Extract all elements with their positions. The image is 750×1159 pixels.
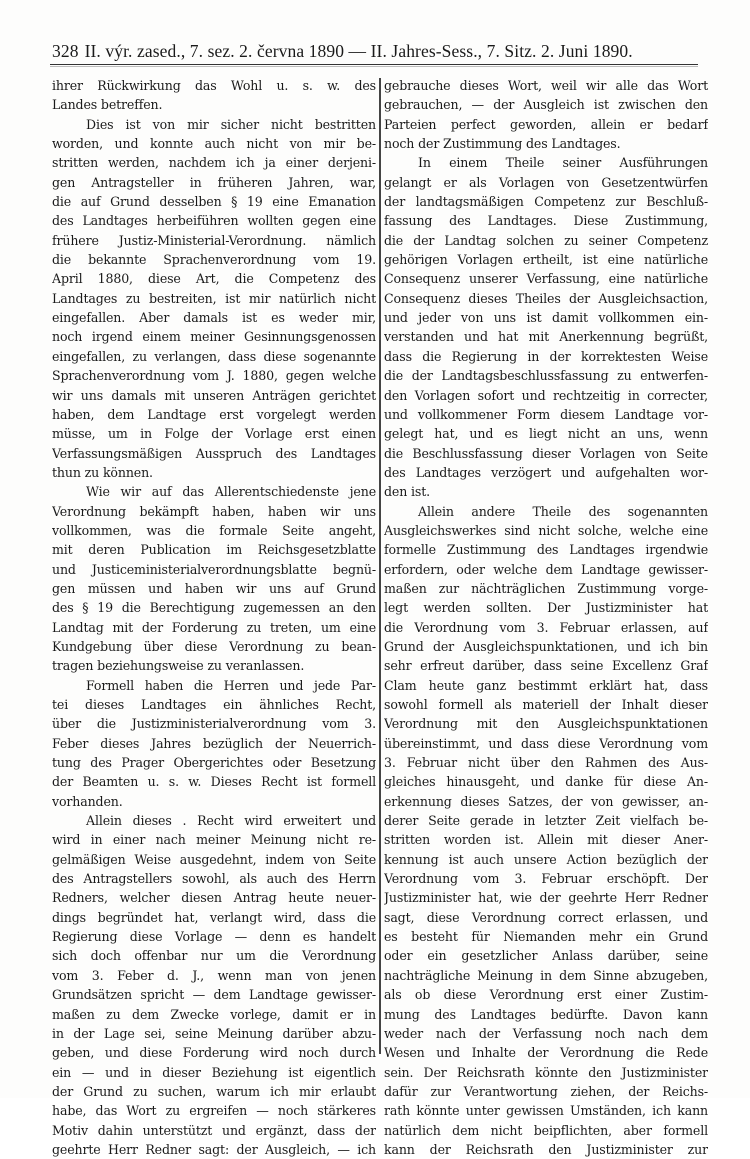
- left-column-text-line: gen Antragsteller in früheren Jahren, war,: [52, 174, 376, 190]
- left-column-text-line: der Grund zu suchen, warum ich mir erlaubt: [52, 1083, 376, 1099]
- left-column-text-line: gen müssen und haben wir uns auf Grund: [52, 580, 376, 596]
- left-column-text-line: maßen zu dem Zwecke vorlege, damit er in: [52, 1006, 376, 1022]
- left-column-text-line: die bekannte Sprachenverordnung vom 19.: [52, 252, 376, 268]
- left-column-text-line: Kundgebung über diese Verordnung zu bean-: [52, 638, 376, 654]
- left-column-text-line: geehrte Herr Redner sagt: der Ausgleich, — ich: [52, 1141, 376, 1157]
- right-column-text-line: Justizminister hat, wie der geehrte Herr Redner: [384, 890, 708, 906]
- right-column-text-line: es besteht für Niemanden mehr ein Grund: [384, 929, 708, 945]
- right-column-text-line: gehörigen Vorlagen ertheilt, ist eine natürliche: [384, 252, 708, 268]
- left-column-text-line: wird in einer nach meiner Meinung nicht re-: [52, 832, 376, 848]
- left-column-text-line: des Antragstellers sowohl, als auch des Herrn: [52, 871, 376, 887]
- left-column-text-line: frühere Justiz-Ministerial-Verordnung. nämlich: [52, 232, 376, 248]
- left-column-text-line: müsse, um in Folge der Vorlage erst einen: [52, 426, 376, 442]
- right-column-text-line: Verordnung vom 3. Februar erschöpft. Der: [384, 871, 708, 887]
- left-column-text-line: und Justiceministerialverordnungsblatte begnü-: [52, 561, 376, 577]
- right-column-text-line: derer Seite gerade in letzter Zeit vielfach be-: [384, 813, 708, 829]
- left-column-text-line: mit deren Publication im Reichsgesetzblatte: [52, 542, 376, 558]
- right-column-text-line: gelegt hat, und es liegt nicht an uns, wenn: [384, 426, 708, 442]
- left-column-text-line: haben, dem Landtage erst vorgelegt werden: [52, 406, 376, 422]
- left-column-text-line: tung des Prager Obergerichtes oder Besetzung: [52, 755, 376, 771]
- column-divider: [379, 78, 381, 1054]
- left-column-text-line: Landes betreffen.: [52, 97, 163, 113]
- left-column-text-line: Motiv dahin unterstützt und ergänzt, dass der: [52, 1122, 376, 1138]
- right-column-text-line: gelangt er als Vorlagen von Gesetzentwürfen: [384, 174, 708, 190]
- right-column-text-line: die Beschlussfassung dieser Vorlagen von Seite: [384, 445, 708, 461]
- left-column-text-line: eingefallen. Aber damals ist es weder mir,: [52, 310, 376, 326]
- right-column-text-line: Ausgleichswerkes sind nicht solche, welche eine: [384, 522, 708, 538]
- right-column-text-line: Verordnung mit den Ausgleichspunktationen: [384, 716, 708, 732]
- left-column-text-line: Wie wir auf das Allerentschiedenste jene: [86, 484, 376, 500]
- right-column-text-line: Wesen und Inhalte der Verordnung die Rede: [384, 1045, 708, 1061]
- header-title: II. výr. zased., 7. sez. 2. června 1890 — II. Jahres-Sess., 7. Sitz. 2. Juni 1890.: [84, 41, 633, 61]
- right-column-text-line: oder ein gesetzlicher Anlass darüber, seine: [384, 948, 708, 964]
- right-column-text-line: In einem Theile seiner Ausführungen: [418, 155, 708, 171]
- left-column-text-line: des § 19 die Berechtigung zugemessen an den: [52, 600, 376, 616]
- left-column-text-line: Redners, welcher diesen Antrag heute neuer-: [52, 890, 376, 906]
- right-column-text-line: gebrauchen, — der Ausgleich ist zwischen den: [384, 97, 708, 113]
- left-column-text-line: die auf Grund desselben § 19 eine Emanation: [52, 194, 376, 210]
- right-column-text-line: formelle Zustimmung des Landtages irgendwie: [384, 542, 708, 558]
- left-column-text-line: vom 3. Feber d. J., wenn man von jenen: [52, 967, 376, 983]
- right-column-text-line: kennung ist auch unsere Action bezüglich der: [384, 851, 708, 867]
- left-column-text-line: Verfassungsmäßigen Ausspruch des Landtages: [52, 445, 376, 461]
- header-rule-secondary: [50, 66, 698, 67]
- right-column-text-line: sehr erfreut darüber, dass seine Excellenz Graf: [384, 658, 708, 674]
- right-column-text-line: stritten worden ist. Allein mit dieser Aner-: [384, 832, 708, 848]
- right-column-text-line: kann der Reichsrath den Justizminister zur: [384, 1141, 708, 1157]
- left-column-text-line: Verordnung bekämpft haben, haben wir uns: [52, 503, 376, 519]
- left-column-text-line: Sprachenverordnung vom J. 1880, gegen welche: [52, 368, 376, 384]
- right-column-text-line: der landtagsmäßigen Competenz zur Beschluß-: [384, 194, 708, 210]
- right-column-text-line: Consequenz dieses Theiles der Ausgleichsaction,: [384, 290, 708, 306]
- left-column-text-line: sich doch offenbar nur um die Verordnung: [52, 948, 376, 964]
- header-rule: [50, 64, 698, 65]
- right-column-text-line: als ob diese Verordnung erst einer Zustim-: [384, 987, 708, 1003]
- left-column-text-line: ihrer Rückwirkung das Wohl u. s. w. des: [52, 78, 376, 93]
- left-column: [52, 76, 376, 1159]
- right-column-text-line: gleiches hinausgeht, und danke für diese An-: [384, 774, 708, 790]
- right-column-text-line: maßen zur nächträglichen Zustimmung vorge-: [384, 580, 708, 596]
- right-column-text-line: sein. Der Reichsrath könnte den Justizminister: [384, 1064, 708, 1080]
- right-column: [384, 76, 708, 1159]
- right-column-text-line: die Verordnung vom 3. Februar erlassen, auf: [384, 619, 708, 635]
- right-column-text-line: Consequenz unserer Verfassung, eine natürliche: [384, 271, 708, 287]
- right-column-text-line: dass die Regierung in der korrektesten Weise: [384, 348, 708, 364]
- left-column-text-line: über die Justizministerialverordnung vom 3.: [52, 716, 376, 732]
- right-column-text-line: nachträgliche Meinung in dem Sinne abzugeben,: [384, 967, 708, 983]
- left-column-text-line: Formell haben die Herren und jede Par-: [86, 677, 376, 693]
- right-column-text-line: mung des Landtages bedürfte. Davon kann: [384, 1006, 708, 1022]
- right-column-text-line: Parteien perfect geworden, allein er bedarf: [384, 116, 708, 132]
- left-column-text-line: geben, und diese Forderung wird noch durch: [52, 1045, 376, 1061]
- left-column-text-line: Landtages zu bestreiten, ist mir natürlich nicht: [52, 290, 376, 306]
- right-column-text-line: Grund der Ausgleichspunktationen, und ich bin: [384, 638, 708, 654]
- left-column-text-line: vollkommen, was die formale Seite angeht,: [52, 522, 376, 538]
- left-column-text-line: dings begründet hat, verlangt wird, dass die: [52, 909, 376, 925]
- right-column-text-line: verstanden und hat mit Anerkennung begrüßt,: [384, 329, 708, 345]
- left-column-text-line: tragen beziehungsweise zu veranlassen.: [52, 658, 305, 674]
- left-column-text-line: ein — und in dieser Beziehung ist eigentlich: [52, 1064, 376, 1080]
- right-column-text-line: gebrauche dieses Wort, weil wir alle das Wort: [384, 78, 708, 93]
- left-column-text-line: eingefallen, zu verlangen, dass diese sogenannte: [52, 348, 376, 364]
- right-column-text-line: und jeder von uns ist damit vollkommen ein-: [384, 310, 708, 326]
- left-column-text-line: thun zu können.: [52, 464, 153, 480]
- right-column-text-line: des Landtages verzögert und aufgehalten wor-: [384, 464, 708, 480]
- running-header: [52, 36, 696, 62]
- left-column-text-line: Allein dieses . Recht wird erweitert und: [86, 813, 376, 829]
- left-column-text-line: April 1880, diese Art, die Competenz des: [52, 271, 376, 287]
- left-column-text-line: worden, und konnte auch nicht von mir be-: [52, 136, 376, 152]
- left-column-text-line: des Landtages herbeiführen wollten gegen eine: [52, 213, 376, 229]
- right-column-text-line: erfordern, oder welche dem Landtage gewisser-: [384, 561, 708, 577]
- left-column-text-line: Landtag mit der Forderung zu treten, um eine: [52, 619, 376, 635]
- left-column-text-line: Regierung diese Vorlage — denn es handelt: [52, 929, 376, 945]
- right-column-text-line: rath könnte unter gewissen Umständen, ich kann: [384, 1103, 708, 1119]
- right-column-text-line: Clam heute ganz bestimmt erklärt hat, dass: [384, 677, 708, 693]
- right-column-text-line: den ist.: [384, 484, 430, 500]
- left-column-text-line: in der Lage sei, seine Meinung darüber abzu-: [52, 1025, 376, 1041]
- right-column-text-line: fassung des Landtages. Diese Zustimmung,: [384, 213, 708, 229]
- left-column-text-line: der Beamten u. s. w. Dieses Recht ist formell: [52, 774, 376, 790]
- page-number: 328: [52, 41, 79, 61]
- left-column-text-line: stritten werden, nachdem ich ja einer derjeni-: [52, 155, 376, 171]
- right-column-text-line: noch der Zustimmung des Landtages.: [384, 136, 621, 152]
- right-column-text-line: dafür zur Verantwortung ziehen, der Reichs-: [384, 1083, 708, 1099]
- right-column-text-line: die der Landtagsbeschlussfassung zu entwerfen-: [384, 368, 708, 384]
- right-column-text-line: übereinstimmt, und dass diese Verordnung vom: [384, 735, 708, 751]
- right-column-text-line: Allein andere Theile des sogenannten: [418, 503, 708, 519]
- right-column-text-line: 3. Februar nicht über den Rahmen des Aus-: [384, 755, 708, 771]
- left-column-text-line: Feber dieses Jahres bezüglich der Neuerrich-: [52, 735, 376, 751]
- right-column-text-line: erkennung dieses Satzes, der von gewisser, an-: [384, 793, 708, 809]
- left-column-text-line: noch irgend einem meiner Gesinnungsgenossen: [52, 329, 376, 345]
- right-column-text-line: die der Landtag solchen zu seiner Competenz: [384, 232, 708, 248]
- left-column-text-line: gelmäßigen Weise ausgedehnt, indem von Seite: [52, 851, 376, 867]
- right-column-text-line: den Vorlagen sofort und rechtzeitig in correcter,: [384, 387, 708, 403]
- left-column-text-line: Dies ist von mir sicher nicht bestritten: [86, 116, 376, 132]
- right-column-text-line: natürlich dem nicht beipflichten, aber formell: [384, 1122, 708, 1138]
- left-column-text-line: tei dieses Landtages ein ähnliches Recht,: [52, 697, 376, 712]
- left-column-text-line: Grundsätzen spricht — dem Landtage gewisser-: [52, 987, 376, 1003]
- left-column-text-line: habe, das Wort zu ergreifen — noch stärkeres: [52, 1103, 376, 1119]
- right-column-text-line: legt werden sollten. Der Justizminister hat: [384, 600, 708, 616]
- right-column-text-line: und vollkommener Form diesem Landtage vor-: [384, 406, 708, 422]
- right-column-text-line: sagt, diese Verordnung correct erlassen, und: [384, 909, 708, 925]
- right-column-text-line: weder nach der Verfassung noch nach dem: [384, 1025, 708, 1041]
- left-column-text-line: vorhanden.: [52, 793, 123, 809]
- left-column-text-line: wir uns damals mit unseren Anträgen gerichtet: [52, 387, 376, 403]
- right-column-text-line: sowohl formell als materiell der Inhalt dieser: [384, 697, 708, 712]
